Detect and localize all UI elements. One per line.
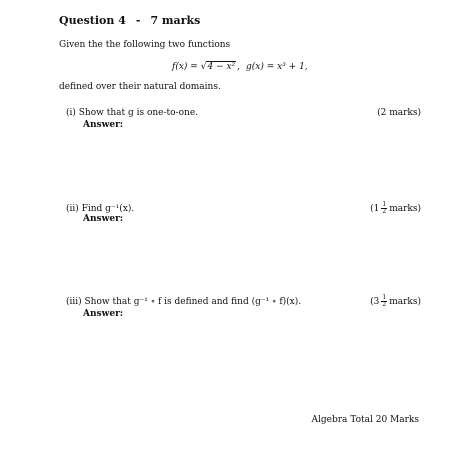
sqrt-symbol: √ (200, 62, 207, 72)
g-definition: g(x) = x³ + 1, (246, 62, 308, 72)
intro-text: Given the the following two functions (59, 40, 231, 50)
part-i-answer: Answer: (83, 120, 124, 130)
part-iii-label: (iii) Show that g⁻¹ ∘ f is defined and find (g⁻¹ ∘ f)(x). (66, 297, 302, 307)
part-iii-marks-close: marks) (389, 297, 421, 307)
part-ii-marks (370, 202, 421, 215)
part-i-label: (i) Show that g is one-to-one. (66, 108, 199, 118)
title-dash: - (135, 14, 141, 27)
part-ii-answer: Answer: (83, 214, 124, 224)
part-ii-marks-open: (1 (370, 204, 380, 214)
f-definition: f(x) = (172, 62, 201, 72)
sqrt-argument: 4 − x² (207, 62, 236, 72)
fraction-numerator: 1 (382, 294, 387, 301)
part-ii-label: (ii) Find g⁻¹(x). (66, 204, 135, 214)
question-title (59, 14, 200, 27)
half-fraction (381, 295, 387, 308)
domain-text: defined over their natural domains. (59, 82, 221, 92)
part-iii-answer: Answer: (83, 309, 124, 319)
part-iii-marks-open: (3 (370, 297, 380, 307)
half-fraction (381, 202, 387, 215)
part-iii-marks (370, 295, 421, 308)
fraction-denominator: 2 (382, 301, 387, 308)
question-marks: 7 marks (150, 14, 201, 27)
fraction-numerator: 1 (382, 201, 387, 208)
function-definitions (172, 62, 308, 72)
page-footer: Algebra Total 20 Marks (311, 415, 419, 425)
formula-separator: , (237, 62, 241, 72)
fraction-denominator: 2 (382, 208, 387, 215)
part-i-marks: (2 marks) (377, 108, 421, 118)
question-label: Question 4 (59, 14, 126, 27)
part-ii-marks-close: marks) (389, 204, 421, 214)
